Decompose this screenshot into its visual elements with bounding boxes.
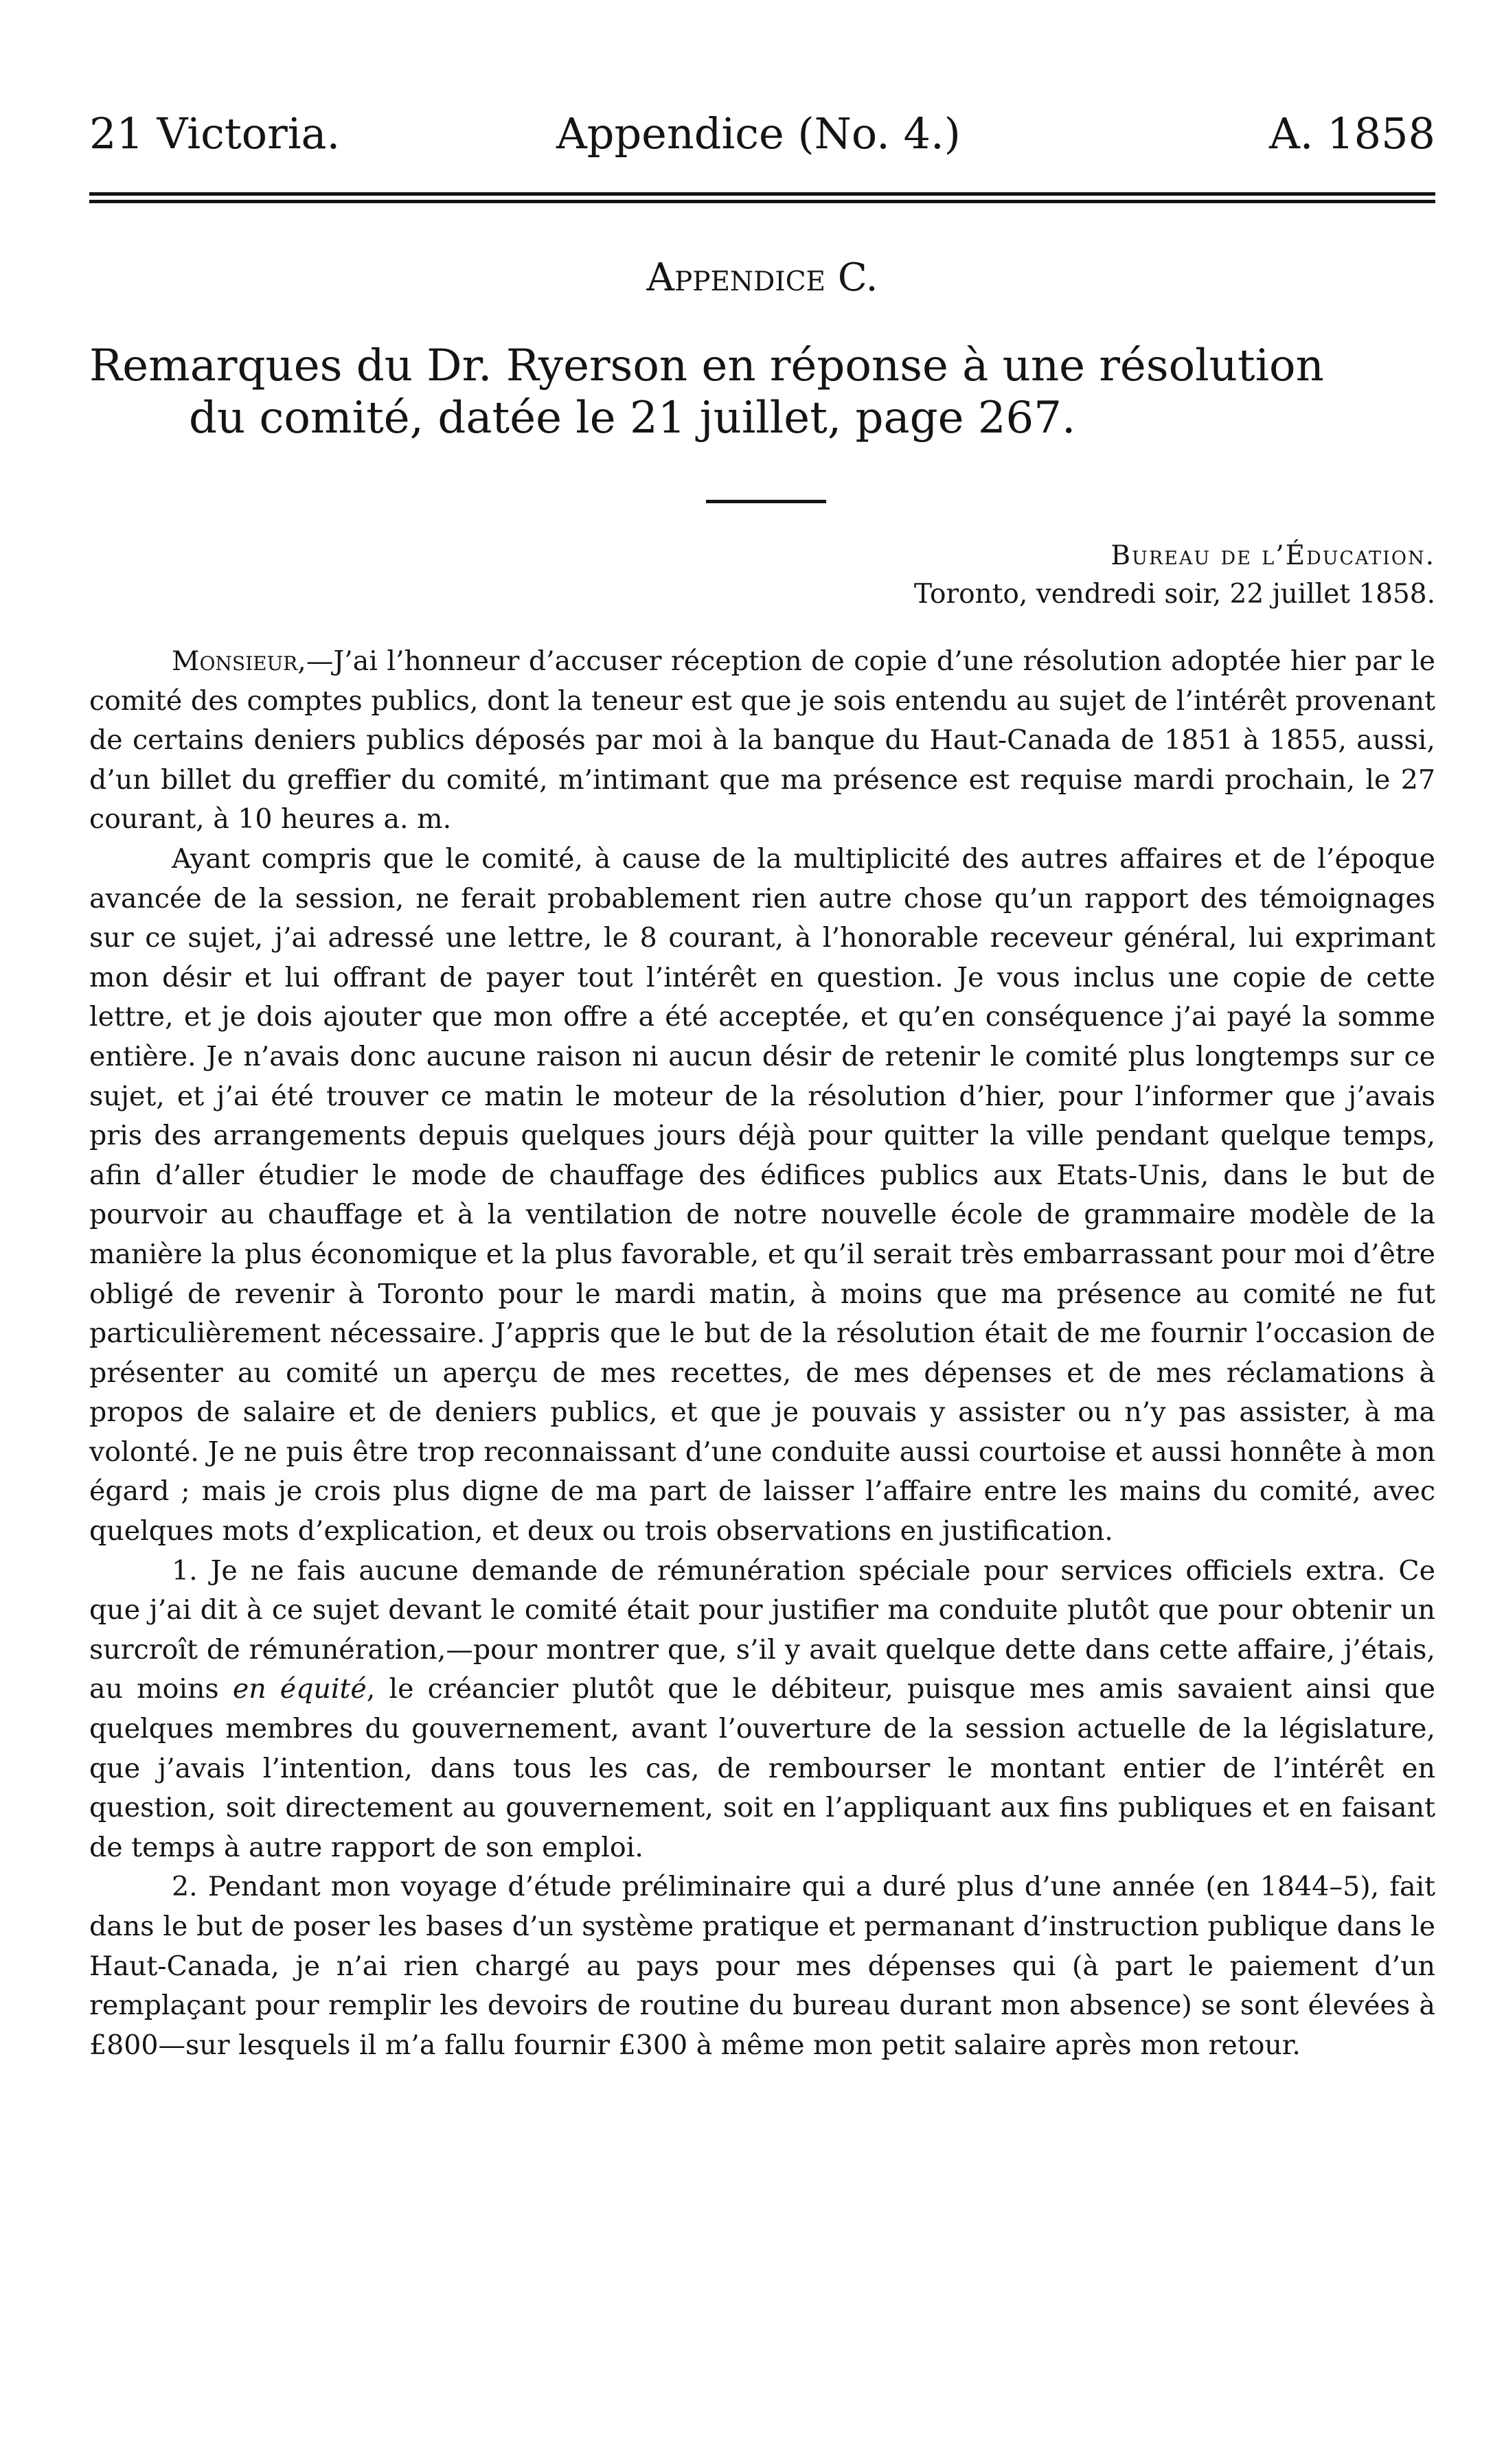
document-page — [89, 0, 1435, 2464]
paragraph-3 — [89, 1552, 1435, 1868]
salutation: Monsieur, — [172, 645, 306, 677]
paragraph-3-text-b: , le créancier plutôt que le débiteur, puisque mes amis savaient ainsi que quelques membres du gouvernement, avant l’ouverture de la session actuelle de la législature, que j’avais l’intention, dans tous les cas, de rembourser le montant entier de l’intérêt en question, soit directement au gouvernement, soit en l’appliquant aux fins publiques et en faisant de temps à autre rapport de son emploi. — [89, 1673, 1435, 1863]
running-head-year: A. 1858 — [1269, 108, 1435, 159]
running-head-session: 21 Victoria. — [89, 108, 341, 159]
paragraph-4: 2. Pendant mon voyage d’étude préliminaire qui a duré plus d’une année (en 1844–5), fait dans le but de poser les bases d’un système pratique et permanant d’instruction publique dans le Haut-Canada, je n’ai rien chargé au pays pour mes dépenses qui (à part le paiement d’un remplaçant pour remplir les devoirs de routine du bureau durant mon absence) se sont élevées à £800—sur lesquels il m’a fallu fournir £300 à même mon petit salaire après mon retour. — [89, 1871, 1435, 2061]
letter-body — [89, 642, 1435, 2065]
paragraph-3-italic: en équité — [232, 1673, 367, 1705]
dateline-office: Bureau de l’Éducation. — [1110, 540, 1435, 571]
running-head — [89, 103, 1435, 165]
dateline-place-date: Toronto, vendredi soir, 22 juillet 1858. — [914, 579, 1435, 610]
double-rule-divider — [89, 192, 1435, 203]
paragraph-3-text-a: 1. Je ne fais aucune demande de rémunération spéciale pour services officiels extra. Ce que j’ai dit à ce sujet devant le comité était pour justifier ma conduite plutôt que pour obtenir un surcroît de rémunération,—pour montrer que, s’il y avait quelque dette dans cette affaire, j’étais, au moins — [89, 1554, 1435, 1705]
title-line-1: Remarques du Dr. Ryerson en réponse à une résolution — [89, 341, 1324, 391]
document-title — [89, 340, 1435, 444]
running-head-appendix: Appendice (No. 4.) — [556, 108, 961, 159]
short-rule-divider — [706, 500, 826, 503]
paragraph-1-text: —J’ai l’honneur d’accuser réception de copie d’une résolution adoptée hier par le comité des comptes publics, dont la teneur est que je sois entendu au sujet de l’intérêt provenant de certains deniers publics déposés par moi à la banque du Haut-Canada de 1851 à 1855, aussi, d’un billet du greffier du comité, m’intimant que ma présence est requise mardi prochain, le 27 courant, à 10 heures a. m. — [89, 645, 1435, 836]
paragraph-1 — [89, 642, 1435, 840]
appendix-heading: Appendice C. — [646, 255, 878, 300]
paragraph-2: Ayant compris que le comité, à cause de la multiplicité des autres affaires et de l’époque avancée de la session, ne ferait probablement rien autre chose qu’un rapport des témoignages sur ce sujet, j’ai adressé une lettre, le 8 courant, à l’honorable receveur général, lui exprimant mon désir et lui offrant de payer tout l’intérêt en question. Je vous inclus une copie de cette lettre, et je dois ajouter que mon offre a été acceptée, et qu’en conséquence j’ai payé la somme entière. Je n’avais donc aucune raison ni aucun désir de retenir le comité plus longtemps sur ce sujet, et j’ai été trouver ce matin le moteur de la résolution d’hier, pour l’informer que j’avais pris des arrangements depuis quelques jours déjà pour quitter la ville pendant quelque temps, afin d’aller étudier le mode de chauffage des édifices publics aux Etats-Unis, dans le but de pourvoir au chauffage et à la ventilation de notre nouvelle école de grammaire modèle de la manière la plus économique et la plus favorable, et qu’il serait très embarrassant pour moi d’être obligé de revenir à Toronto pour le mardi matin, à moins que ma présence au comité ne fut particulièrement nécessaire. J’appris que le but de la résolution était de me fournir l’occasion de présenter au comité un aperçu de mes recettes, de mes dépenses et de mes réclamations à propos de salaire et de deniers publics, et que je pouvais y assister ou n’y pas assister, à ma volonté. Je ne puis être trop reconnaissant d’une conduite aussi courtoise et aussi honnête à mon égard ; mais je crois plus digne de ma part de laisser l’affaire entre les mains du comité, avec quelques mots d’explication, et deux ou trois observations en justification. — [89, 842, 1435, 1547]
dateline — [749, 537, 1435, 614]
title-line-2: du comité, datée le 21 juillet, page 267. — [189, 393, 1076, 444]
